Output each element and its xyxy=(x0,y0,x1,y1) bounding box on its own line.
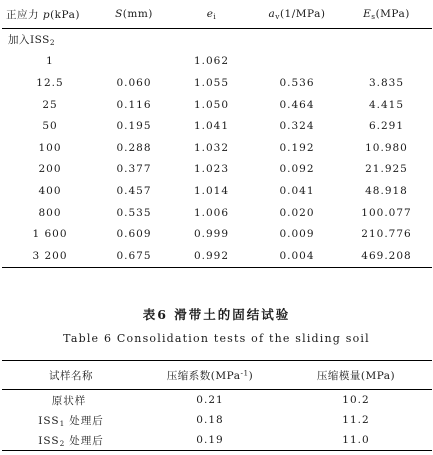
cell-void-ratio: 1.006 xyxy=(193,206,230,219)
cell-normal-stress: 1 600 xyxy=(32,228,68,241)
header-compression-modulus: $E_s(MPa)$ xyxy=(363,8,410,21)
cell-normal-stress: 25 xyxy=(42,98,58,111)
cell-void-ratio: 1.014 xyxy=(193,184,230,197)
cell-normal-stress: 200 xyxy=(38,163,62,176)
cell-normal-stress: 100 xyxy=(38,141,62,154)
section-label-row xyxy=(2,29,432,51)
section-label: 加入$ISS_2$ xyxy=(8,34,56,48)
cell-void-ratio: 1.050 xyxy=(193,98,230,111)
consolidation-test-table xyxy=(2,360,432,451)
table-row xyxy=(2,245,432,267)
table-row xyxy=(2,410,432,430)
table-row xyxy=(2,430,432,451)
cell-compression-modulus: 48.918 xyxy=(365,184,408,197)
cell-compression-coefficient: 0.18 xyxy=(196,414,224,426)
cell-sample-name: $ISS_1$ 处理后 xyxy=(38,414,104,428)
cell-settlement: 0.060 xyxy=(116,76,152,89)
header-settlement: S(mm) xyxy=(115,8,153,20)
table-header-row xyxy=(2,361,432,390)
header-sample-name: 试样名称 xyxy=(49,369,93,382)
table-row xyxy=(2,159,432,181)
cell-void-ratio: 0.992 xyxy=(170,245,253,267)
cell-normal-stress: 1 xyxy=(46,55,54,68)
cell-normal-stress: 400 xyxy=(38,184,62,197)
cell-compression-coefficient: 0.19 xyxy=(140,430,280,451)
cell-settlement: 0.288 xyxy=(116,141,152,154)
cell-compression-coefficient: 0.092 xyxy=(279,163,315,176)
table-row xyxy=(2,137,432,159)
cell-compression-modulus: 210.776 xyxy=(361,228,412,241)
cell-compression-coefficient: 0.324 xyxy=(279,120,315,133)
cell-void-ratio: 1.055 xyxy=(193,76,230,89)
header-normal-stress: 正应力 p(kPa) xyxy=(6,8,80,21)
cell-normal-stress: 50 xyxy=(42,120,58,133)
cell-compression-modulus: 6.291 xyxy=(368,120,405,133)
cell-compression-coefficient: 0.004 xyxy=(253,245,341,267)
cell-compression-coefficient: 0.464 xyxy=(279,98,315,111)
cell-compression-modulus: 3.835 xyxy=(368,76,405,89)
cell-void-ratio: 0.999 xyxy=(193,228,230,241)
table-row xyxy=(2,390,432,411)
cell-compression-coefficient: 0.041 xyxy=(279,184,315,197)
cell-compression-modulus: 21.925 xyxy=(365,163,408,176)
header-compression-coefficient: 压缩系数(MPa$^{-1}$) xyxy=(166,368,254,382)
header-void-ratio: $e_i$ xyxy=(206,8,217,21)
cell-settlement: 0.457 xyxy=(116,184,152,197)
cell-normal-stress: 800 xyxy=(38,206,62,219)
table-row xyxy=(2,202,432,224)
cell-void-ratio: 1.032 xyxy=(193,141,230,154)
cell-compression-modulus: 11.0 xyxy=(280,430,432,451)
header-compression-coefficient: $a_v(1/MPa)$ xyxy=(268,8,326,21)
cell-compression-coefficient xyxy=(253,51,341,73)
cell-settlement: 0.675 xyxy=(98,245,170,267)
cell-compression-modulus xyxy=(341,51,432,73)
table-row xyxy=(2,72,432,94)
cell-compression-modulus: 10.2 xyxy=(342,394,370,406)
table-row xyxy=(2,223,432,245)
cell-compression-coefficient: 0.192 xyxy=(279,141,315,154)
cell-compression-coefficient: 0.536 xyxy=(279,76,315,89)
header-compression-modulus: 压缩模量(MPa) xyxy=(316,369,396,382)
cell-compression-modulus: 11.2 xyxy=(342,414,370,426)
cell-normal-stress: 12.5 xyxy=(36,76,64,89)
cell-void-ratio: 1.023 xyxy=(193,163,230,176)
cell-sample-name: 原状样 xyxy=(51,394,87,407)
table-row xyxy=(2,51,432,73)
table-row xyxy=(2,94,432,116)
cell-settlement: 0.377 xyxy=(116,163,152,176)
cell-sample-name: $ISS_2$ 处理后 xyxy=(2,430,140,451)
cell-compression-modulus: 4.415 xyxy=(368,98,405,111)
cell-void-ratio: 1.041 xyxy=(193,120,230,133)
table-row xyxy=(2,115,432,137)
cell-settlement: 0.609 xyxy=(116,228,152,241)
cell-settlement: 0.535 xyxy=(116,206,152,219)
cell-compression-modulus: 10.980 xyxy=(365,141,408,154)
cell-compression-coefficient: 0.21 xyxy=(196,394,224,406)
cell-void-ratio: 1.062 xyxy=(193,55,230,68)
cell-compression-coefficient: 0.009 xyxy=(279,228,315,241)
compression-data-table xyxy=(2,0,432,268)
cell-normal-stress: 3 200 xyxy=(2,245,98,267)
cell-settlement xyxy=(98,51,170,73)
cell-settlement: 0.195 xyxy=(116,120,152,133)
cell-compression-coefficient: 0.020 xyxy=(279,206,315,219)
cell-settlement: 0.116 xyxy=(116,98,152,111)
table-header-row xyxy=(2,0,432,29)
table6-caption-en: Table 6 Consolidation tests of the sliding soil xyxy=(63,332,370,345)
table6-caption-cn: 表6 滑带土的固结试验 xyxy=(142,307,291,322)
cell-compression-modulus: 100.077 xyxy=(361,206,412,219)
table-row xyxy=(2,180,432,202)
cell-compression-modulus: 469.208 xyxy=(341,245,432,267)
